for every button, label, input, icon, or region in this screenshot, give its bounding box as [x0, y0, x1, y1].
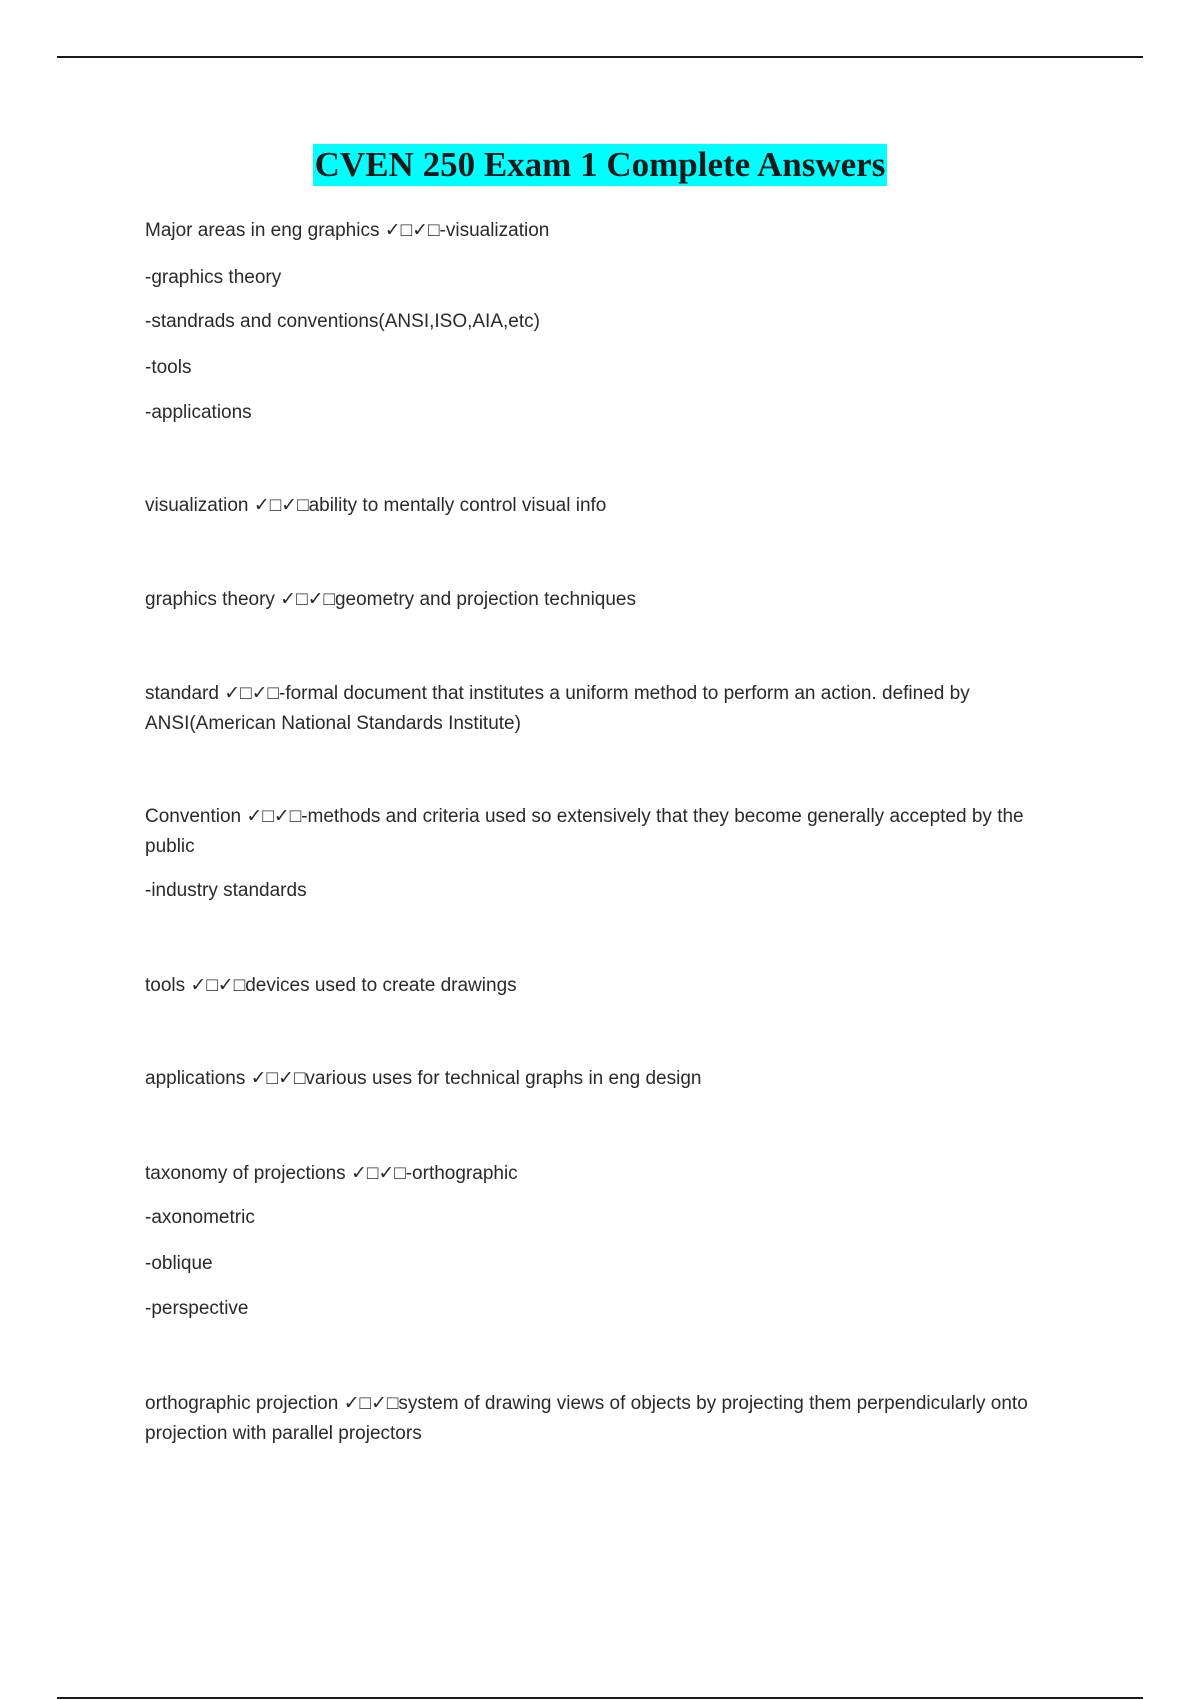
entry-list-item: -graphics theory: [145, 267, 282, 288]
entry-list-item: -standrads and conventions(ANSI,ISO,AIA,etc): [145, 311, 540, 332]
entry-graphics-theory: graphics theory ✓□✓□geometry and projection techniques: [145, 589, 636, 610]
entry-tools: tools ✓□✓□devices used to create drawings: [145, 975, 517, 996]
header-rule: [57, 56, 1143, 58]
entry-list-item: -perspective: [145, 1298, 249, 1319]
entry-list-item: -industry standards: [145, 880, 307, 901]
entry-list-item: -oblique: [145, 1253, 213, 1274]
entry-visualization: visualization ✓□✓□ability to mentally control visual info: [145, 495, 607, 516]
entry-orthographic-projection: orthographic projection ✓□✓□system of drawing views of objects by projecting them perpendicularly onto projection with parallel projectors: [145, 1393, 1028, 1444]
entry-applications: applications ✓□✓□various uses for technical graphs in eng design: [145, 1068, 702, 1089]
document-title: CVEN 250 Exam 1 Complete Answers: [314, 145, 886, 184]
entry-list-item: -applications: [145, 402, 252, 423]
title-container: [0, 144, 1200, 186]
entry-list-item: -tools: [145, 357, 192, 378]
entry-taxonomy: taxonomy of projections ✓□✓□-orthographic: [145, 1163, 518, 1184]
entry-major-areas: Major areas in eng graphics ✓□✓□-visualization: [145, 220, 550, 241]
footer-rule: [57, 1697, 1143, 1699]
entry-convention: Convention ✓□✓□-methods and criteria used so extensively that they become generally accepted by the public: [145, 806, 1024, 857]
entry-standard: standard ✓□✓□-formal document that institutes a uniform method to perform an action. defined by ANSI(American National Standards Institute): [145, 683, 970, 734]
entry-list-item: -axonometric: [145, 1207, 255, 1228]
